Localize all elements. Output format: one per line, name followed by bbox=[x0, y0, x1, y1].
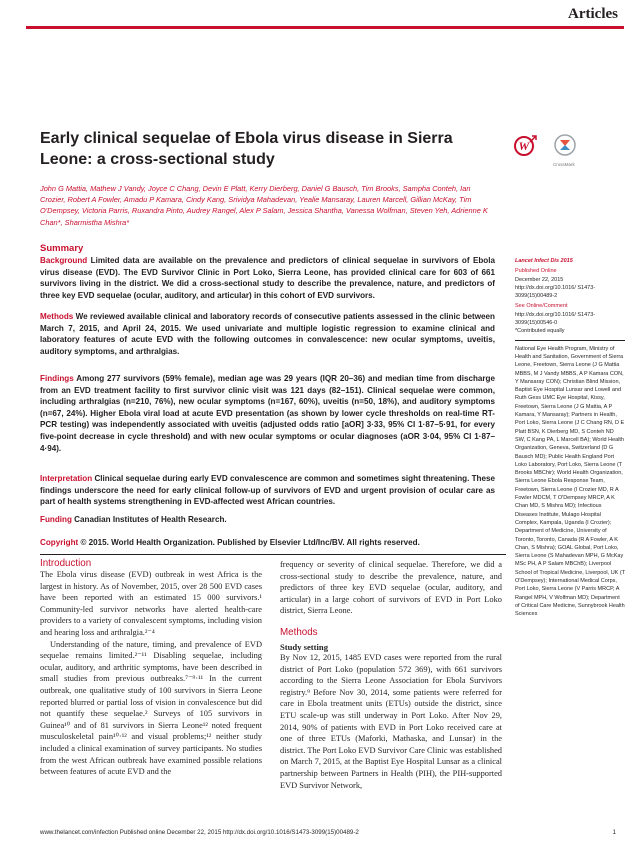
abstract-methods-text: We reviewed available clinical and laboratory records of consecutive patients assessed in the clinic between March 7, 2015, and April 24, 2015. We used univariate and multiple logistic regression to examine clinical and laboratory features of acute EVD with the following outcomes in convalescence: new ocular symptoms, uveitis, auditory symptoms, and arthralgias. bbox=[40, 312, 495, 356]
page-footer bbox=[40, 829, 620, 836]
abstract-funding bbox=[40, 514, 495, 526]
author-affiliations: National Eye Health Program, Ministry of Health and Sanitation, Government of Sierra Leone, Freetown, Sierra Leone (J G Mattia MBBS, M J Vandy MBBS, A P Kamara CON, Y Mansaray CON); Christian Blind Mission, Baptist Eye Hospital Lunsar and Lowell and Ruth Gess UMC Eye Hospital, Kissy, Freetown, Sierra Leone (J G Mattia, A P Kamara, Y Mansaray); Partners in Health, Port Loko, Sierra Leone (J C Chang RN, D E Platt BSN, K Dierberg MD, S Conteh ND SW, C Kang PA, L Marcell BA); World Health Organization, Geneva, Switzerland (D G Bausch MD); Public Health England Port Loko Laboratory, Port Loko, Sierra Leone (T Brooks MBChir); World Health Organization, Sierra Leone Ebola Response Team, Freetown, Sierra Leone (I Crozier MD, R A Fowler MDCM, T O'Dempsey MRCP, A K Chan MD, S Mishra MD); Infectious Diseases Institute, Mulago Hospital Complex, Kampala, Uganda (I Crozier); Department of Medicine, University of Toronto, Toronto, Canada (R A Fowler, A K Chan, S Mishra); GOAL Global, Port Loko, Sierra Leone (S Mahadevan MPH, G McKay MSc PH, A P Salam MBChB); Liverpool School of Tropical Medicine, Liverpool, UK (T O'Dempsey); International Medical Corps, Port Loko, Sierra Leone (V Parris MRCP, A Rangel MPH, V Wolfman MD); Department of Critical Care Medicine, Sunnybrook Health Sciences bbox=[515, 345, 625, 618]
footer-citation: www.thelancet.com/infection Published online December 22, 2015 http://dx.doi.org/10.1016/S1473-3099(15)00489-2 bbox=[40, 829, 359, 836]
abstract-background bbox=[40, 255, 495, 301]
published-online-label: Published Online bbox=[515, 268, 557, 275]
open-access-icon[interactable] bbox=[514, 134, 538, 156]
abstract-interpretation-label: Interpretation bbox=[40, 474, 93, 483]
journal-citation: Lancet Infect Dis 2015 bbox=[515, 258, 573, 264]
body-paragraph: frequency or severity of clinical sequelae. Therefore, we did a cross-sectional study to describe the prevalence, nature, and predictors of three key EVD sequelae (ocular, auditory, and articular) in a large cohort of survivors of EVD in Port Loko district, Sierra Leone. bbox=[280, 560, 502, 616]
page-number: 1 bbox=[612, 829, 616, 836]
abstract-interpretation-text: Clinical sequelae during early EVD convalescence are common and sometimes sight threatening. These findings underscore the need for early clinical follow-up of survivors of EVD and urgent provision of ocular care as part of health systems strengthening in EVD-affected west African countries. bbox=[40, 474, 496, 507]
comment-doi-link[interactable]: http://dx.doi.org/10.1016/ S1473-3099(15)00546-0 bbox=[515, 311, 596, 327]
abstract-methods-label: Methods bbox=[40, 312, 74, 321]
contributed-equally-note: *Contributed equally bbox=[515, 328, 565, 335]
abstract-methods bbox=[40, 311, 495, 357]
abstract-background-text: Limited data are available on the prevalence and predictors of clinical sequelae in survivors of Ebola virus disease (EVD). The EVD Survivor Clinic in Port Loko, Sierra Leone, has provided clinical care for 603 of 661 survivors living in the district. We did a cross-sectional study to describe the prevalence, nature, and predictors of three key EVD sequelae (ocular, auditory, and articular) in this cohort of EVD survivors. bbox=[40, 256, 495, 300]
section-label: Articles bbox=[568, 6, 618, 22]
introduction-heading: Introduction bbox=[40, 558, 92, 569]
abstract-funding-text: Canadian Institutes of Health Research. bbox=[74, 515, 227, 524]
sidebar bbox=[515, 257, 625, 618]
see-online-comment-label: See Online/Comment bbox=[515, 303, 568, 310]
abstract-interpretation bbox=[40, 473, 495, 508]
crossmark-label: CrossMark bbox=[553, 162, 575, 167]
abstract-copyright bbox=[40, 537, 495, 549]
svg-text:W: W bbox=[518, 139, 530, 153]
author-list: John G Mattia, Mathew J Vandy, Joyce C Chang, Devin E Platt, Kerry Dierberg, Daniel G Bausch, Tim Brooks, Sampha Conteh, Ian Crozier, Robert A Fowler, Amadu P Kamara, Cindy Kang, Srividya Mahadevan, Yealie Mansaray, Lauren Marcell, Gillian McKay, Tim O'Dempsey, Victoria Parris, Ruxandra Pinto, Audrey Rangel, Alex P Salam, Jessica Shantha, Vanessa Wolfman, Steven Yeh, Adrienne K Chan*, Sharmistha Mishra* bbox=[40, 184, 488, 227]
introduction-paragraph: The Ebola virus disease (EVD) outbreak in west Africa is the largest in history. As of November, 2015, over 28 500 EVD cases have been reported with an estimated 15 000 survivors.¹ Community-led survivor networks have alerted health-care providers to a variety of convalescent symptoms, including vision and hearing loss and arthralgia.²⁻⁴ bbox=[40, 570, 262, 637]
crossmark-icon[interactable] bbox=[548, 132, 582, 166]
body-paragraph: By Nov 12, 2015, 1485 EVD cases were reported from the rural district of Port Loko (population 572 369), with 661 survivors according to the Sierra Leone Association for Ebola Survivors registry.⁹ Before Nov 30, 2014, some patients were referred for care in Ebola treatment units (ETUs) outside the district, since ETU scale-up was still underway in Port Loko. After Nov 29, 2014, 90% of patients with EVD in Port Loko received care at one of three ETUs (Maforki, Mathaska, and Lunsar) in the district. The Port Loko EVD Survivor Care Clinic was established on March 7, 2015, at the Baptist Eye Hospital Lunsar as a clinical partnership between Partners in Health (PIH), the PIH-supported EVD Survivor Network, bbox=[280, 652, 502, 790]
article-title: Early clinical sequelae of Ebola virus disease in Sierra Leone: a cross-sectional study bbox=[40, 130, 453, 168]
methods-heading: Methods bbox=[280, 626, 318, 638]
article-doi-link[interactable]: http://dx.doi.org/10.1016/ S1473-3099(15)00489-2 bbox=[515, 284, 596, 300]
header-rule bbox=[26, 26, 624, 29]
summary-heading: Summary bbox=[40, 243, 84, 254]
abstract-findings bbox=[40, 373, 495, 454]
abstract-findings-text: Among 277 survivors (59% female), median age was 29 years (IQR 20–36) and median time from discharge from an EVD treatment facility to first survivor clinic visit was 121 days (82–151). Clinical sequelae were common, including arthralgias (n=210, 76%), new ocular symptoms (n=167, 60%), uveitis (n=50, 18%), and auditory symptoms (n=67, 24%). Higher Ebola viral load at acute EVD presentation (as shown by lower cycle thresholds on real-time RT-PCR testing) was independently associated with uveitis (adjusted odds ratio [aOR] 3·33, 95% CI 1·87–5·91, for every five-point decrease in cycle threshold) and with new ocular symptoms or ocular diagnoses (aOR 3·04, 95% CI 1·87–4·94). bbox=[40, 374, 495, 453]
study-setting-heading: Study setting bbox=[280, 641, 328, 652]
abstract-copyright-text: © 2015. World Health Organization. Published by Elsevier Ltd/Inc/BV. All rights reserved. bbox=[80, 538, 420, 547]
abstract-divider bbox=[40, 554, 506, 555]
published-date: December 22, 2015 bbox=[515, 276, 564, 283]
introduction-paragraph: Understanding of the nature, timing, and prevalence of EVD sequelae remains limited.²⁻¹¹ Disabling sequelae, including ocular, auditory, and arthritic symptoms, have been described in small studies from previous outbreaks.⁷⁻⁹·¹¹ In the current outbreak, one qualitative study of 100 survivors in Sierra Leone reported blurred or partial loss of vision in convalescence but did not quantify these sequelae.² Surveys of 105 survivors in Guinea¹⁰ and of 81 survivors in Sierra Leone¹² noted frequent musculoskeletal pain¹⁰·¹² and visual problems;¹² neither study included a clinical examination of survey participants. No studies from the west African outbreak have examined possible relations between features of acute EVD and the bbox=[40, 639, 262, 777]
abstract-funding-label: Funding bbox=[40, 515, 72, 524]
abstract-background-label: Background bbox=[40, 256, 88, 265]
introduction-section bbox=[40, 558, 262, 778]
methods-section bbox=[280, 559, 502, 791]
sidebar-divider bbox=[515, 340, 625, 341]
abstract-copyright-label: Copyright bbox=[40, 538, 79, 547]
abstract-findings-label: Findings bbox=[40, 374, 74, 383]
